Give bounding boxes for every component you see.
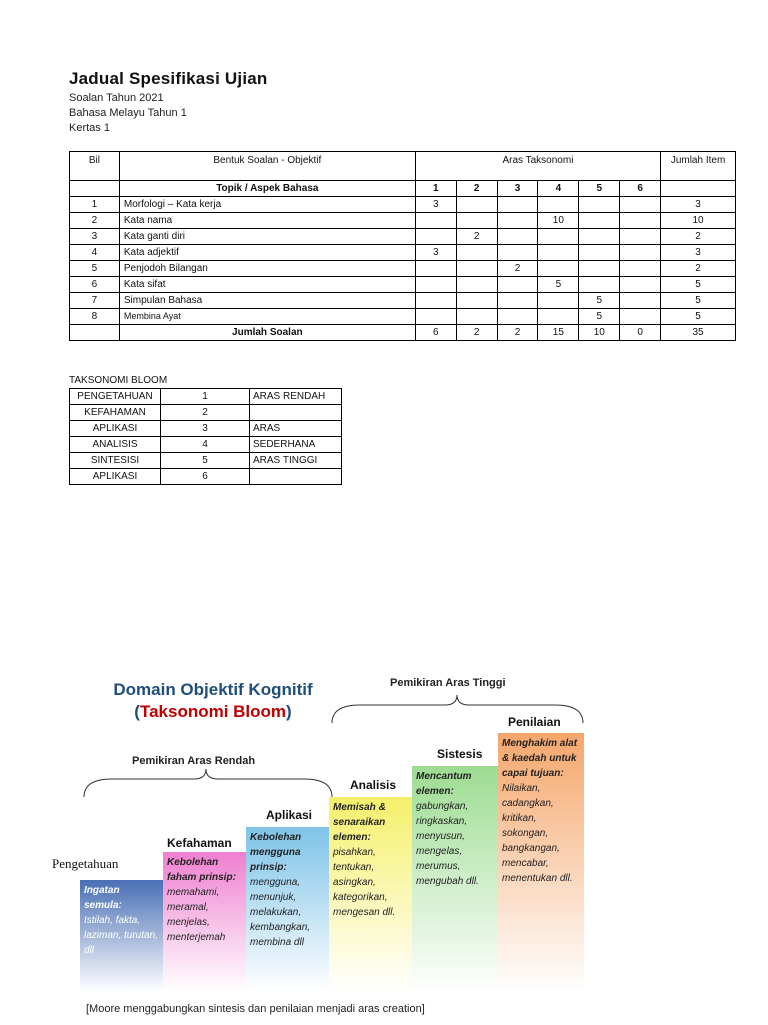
bloom-aras: ARAS TINGGI [250, 453, 342, 469]
bloom-level-number: 6 [161, 469, 250, 485]
row-level-4: 5 [538, 277, 579, 293]
infographic-title-line1: Domain Objektif Kognitif [113, 680, 313, 699]
column-box [246, 827, 329, 992]
title-close-paren: ) [286, 702, 292, 721]
row-bil: 2 [70, 213, 120, 229]
level-2: 2 [456, 181, 497, 197]
row-level-4 [538, 309, 579, 325]
meta-subject: Bahasa Melayu Tahun 1 [69, 107, 187, 119]
row-level-6 [620, 261, 661, 277]
row-level-3 [497, 197, 538, 213]
bloom-row [70, 469, 342, 485]
sub-topik: Topik / Aspek Bahasa [119, 181, 415, 197]
row-topik: Kata adjektif [119, 245, 415, 261]
row-level-2 [456, 213, 497, 229]
row-level-3 [497, 229, 538, 245]
row-level-2 [456, 277, 497, 293]
row-level-5: 5 [579, 293, 620, 309]
column-heading: Pengetahuan [52, 856, 119, 871]
total-level-3: 2 [497, 325, 538, 341]
bloom-aras: ARAS RENDAH [250, 389, 342, 405]
column-key-phrase: Mencantum elemen: [416, 771, 472, 797]
row-bil: 1 [70, 197, 120, 213]
column-examples: mengguna, menunjuk, melakukan, kembangkan, membina dll [250, 877, 311, 948]
total-label: Jumlah Soalan [119, 325, 415, 341]
row-jumlah: 3 [661, 245, 736, 261]
spec-row [70, 293, 736, 309]
level-3: 3 [497, 181, 538, 197]
row-jumlah: 2 [661, 229, 736, 245]
row-level-3: 2 [497, 261, 538, 277]
row-topik: Membina Ayat [119, 309, 415, 325]
bloom-level-number: 1 [161, 389, 250, 405]
total-level-6: 0 [620, 325, 661, 341]
row-level-6 [620, 277, 661, 293]
row-level-3 [497, 245, 538, 261]
row-level-2: 2 [456, 229, 497, 245]
row-bil: 7 [70, 293, 120, 309]
brace-high-label: Pemikiran Aras Tinggi [390, 677, 506, 689]
spec-header-row [70, 152, 736, 181]
row-level-5 [579, 197, 620, 213]
row-topik: Morfologi – Kata kerja [119, 197, 415, 213]
row-level-1 [415, 229, 456, 245]
total-level-1: 6 [415, 325, 456, 341]
column-key-phrase: Kebolehan mengguna prinsip: [250, 832, 302, 873]
infographic-footnote: [Moore menggabungkan sintesis dan penilaian menjadi aras creation] [86, 1003, 425, 1015]
row-level-5 [579, 277, 620, 293]
column-key-phrase: Menghakim alat & kaedah untuk capai tujuan: [502, 738, 578, 779]
row-bil: 6 [70, 277, 120, 293]
row-level-2 [456, 261, 497, 277]
header-jumlah: Jumlah Item [661, 152, 736, 181]
spec-row [70, 277, 736, 293]
row-level-1: 3 [415, 197, 456, 213]
bloom-infographic [52, 665, 590, 1025]
column-examples: memahami, meramal, menjelas, menterjemah [167, 887, 226, 943]
column-box [329, 797, 412, 992]
row-level-6 [620, 213, 661, 229]
row-topik: Penjodoh Bilangan [119, 261, 415, 277]
row-level-5 [579, 261, 620, 277]
bloom-level-number: 4 [161, 437, 250, 453]
column-box [163, 852, 246, 992]
column-heading: Kefahaman [167, 836, 232, 850]
spec-row [70, 309, 736, 325]
row-level-2 [456, 245, 497, 261]
bloom-aras [250, 469, 342, 485]
meta-paper: Kertas 1 [69, 122, 110, 134]
column-examples: pisahkan, tentukan, asingkan, kategorikan, mengesan dll. [333, 847, 396, 918]
document-title: Jadual Spesifikasi Ujian [69, 69, 268, 88]
column-box [412, 766, 498, 992]
row-level-1 [415, 293, 456, 309]
row-level-6 [620, 245, 661, 261]
column-examples: Nilaikan, cadangkan, kritikan, sokongan, bangkangan, mencabar, menentukan dll. [502, 783, 573, 884]
bloom-level-name: APLIKASI [70, 421, 161, 437]
column-box [498, 733, 584, 992]
row-level-6 [620, 197, 661, 213]
column-heading: Sistesis [437, 747, 483, 761]
sub-jumlah-empty [661, 181, 736, 197]
row-level-3 [497, 277, 538, 293]
total-jumlah: 35 [661, 325, 736, 341]
bloom-aras [250, 405, 342, 421]
spec-row [70, 197, 736, 213]
spec-row [70, 213, 736, 229]
bloom-row [70, 421, 342, 437]
column-key-phrase: Memisah & senaraikan elemen: [333, 802, 386, 843]
row-level-3 [497, 293, 538, 309]
total-level-5: 10 [579, 325, 620, 341]
column-heading: Aplikasi [266, 808, 313, 822]
bloom-level-name: PENGETAHUAN [70, 389, 161, 405]
bloom-level-number: 5 [161, 453, 250, 469]
level-4: 4 [538, 181, 579, 197]
row-level-1: 3 [415, 245, 456, 261]
row-level-6 [620, 229, 661, 245]
spec-row [70, 261, 736, 277]
bloom-table [69, 388, 342, 485]
column-examples: gabungkan, ringkaskan, menyusun, mengelas, merumus, mengubah dll. [416, 801, 479, 887]
column-box [80, 880, 163, 992]
header-bil: Bil [70, 152, 120, 181]
bloom-level-name: KEFAHAMAN [70, 405, 161, 421]
row-level-1 [415, 277, 456, 293]
level-6: 6 [620, 181, 661, 197]
row-bil: 8 [70, 309, 120, 325]
bloom-level-number: 2 [161, 405, 250, 421]
brace-low-icon [82, 767, 334, 799]
row-topik: Kata ganti diri [119, 229, 415, 245]
spec-row [70, 245, 736, 261]
bloom-level-name: APLIKASI [70, 469, 161, 485]
infographic-title [98, 679, 328, 723]
row-level-4 [538, 245, 579, 261]
row-level-4: 10 [538, 213, 579, 229]
row-bil: 5 [70, 261, 120, 277]
row-topik: Simpulan Bahasa [119, 293, 415, 309]
row-level-5: 5 [579, 309, 620, 325]
row-level-3 [497, 309, 538, 325]
row-level-6 [620, 309, 661, 325]
row-level-6 [620, 293, 661, 309]
column-heading: Analisis [350, 778, 397, 792]
bloom-level-number: 3 [161, 421, 250, 437]
row-bil: 3 [70, 229, 120, 245]
row-level-4 [538, 261, 579, 277]
row-level-5 [579, 229, 620, 245]
bloom-row [70, 405, 342, 421]
row-jumlah: 2 [661, 261, 736, 277]
row-level-1 [415, 261, 456, 277]
meta-year: Soalan Tahun 2021 [69, 92, 164, 104]
column-key-phrase: Kebolehan faham prinsip: [167, 857, 236, 883]
spec-subheader-row [70, 181, 736, 197]
row-level-4 [538, 197, 579, 213]
row-level-4 [538, 229, 579, 245]
row-level-2 [456, 309, 497, 325]
header-aras: Aras Taksonomi [415, 152, 660, 181]
total-level-2: 2 [456, 325, 497, 341]
bloom-row [70, 453, 342, 469]
total-bil-empty [70, 325, 120, 341]
row-level-5 [579, 245, 620, 261]
total-level-4: 15 [538, 325, 579, 341]
title-red-text: Taksonomi Bloom [139, 702, 287, 721]
level-1: 1 [415, 181, 456, 197]
row-level-1 [415, 309, 456, 325]
bloom-table-caption: TAKSONOMI BLOOM [69, 375, 168, 386]
row-topik: Kata sifat [119, 277, 415, 293]
row-jumlah: 10 [661, 213, 736, 229]
column-examples: Istilah, fakta, laziman, turutan, dll [84, 915, 158, 956]
level-5: 5 [579, 181, 620, 197]
row-jumlah: 3 [661, 197, 736, 213]
bloom-level-name: SINTESISI [70, 453, 161, 469]
infographic-title-line2 [98, 701, 328, 723]
bloom-row [70, 437, 342, 453]
row-jumlah: 5 [661, 277, 736, 293]
bloom-level-name: ANALISIS [70, 437, 161, 453]
spec-total-row [70, 325, 736, 341]
row-level-4 [538, 293, 579, 309]
row-bil: 4 [70, 245, 120, 261]
spec-row [70, 229, 736, 245]
bloom-aras: ARAS [250, 421, 342, 437]
row-jumlah: 5 [661, 293, 736, 309]
column-key-phrase: Ingatan semula: [84, 885, 122, 911]
row-level-2 [456, 197, 497, 213]
row-jumlah: 5 [661, 309, 736, 325]
row-level-1 [415, 213, 456, 229]
title-open-paren: ( [134, 702, 140, 721]
sub-bil-empty [70, 181, 120, 197]
bloom-aras: SEDERHANA [250, 437, 342, 453]
spec-table [69, 151, 736, 341]
row-level-5 [579, 213, 620, 229]
header-bentuk: Bentuk Soalan - Objektif [119, 152, 415, 181]
bloom-row [70, 389, 342, 405]
brace-low-label: Pemikiran Aras Rendah [132, 755, 256, 767]
row-topik: Kata nama [119, 213, 415, 229]
row-level-3 [497, 213, 538, 229]
row-level-2 [456, 293, 497, 309]
column-heading: Penilaian [508, 715, 561, 729]
